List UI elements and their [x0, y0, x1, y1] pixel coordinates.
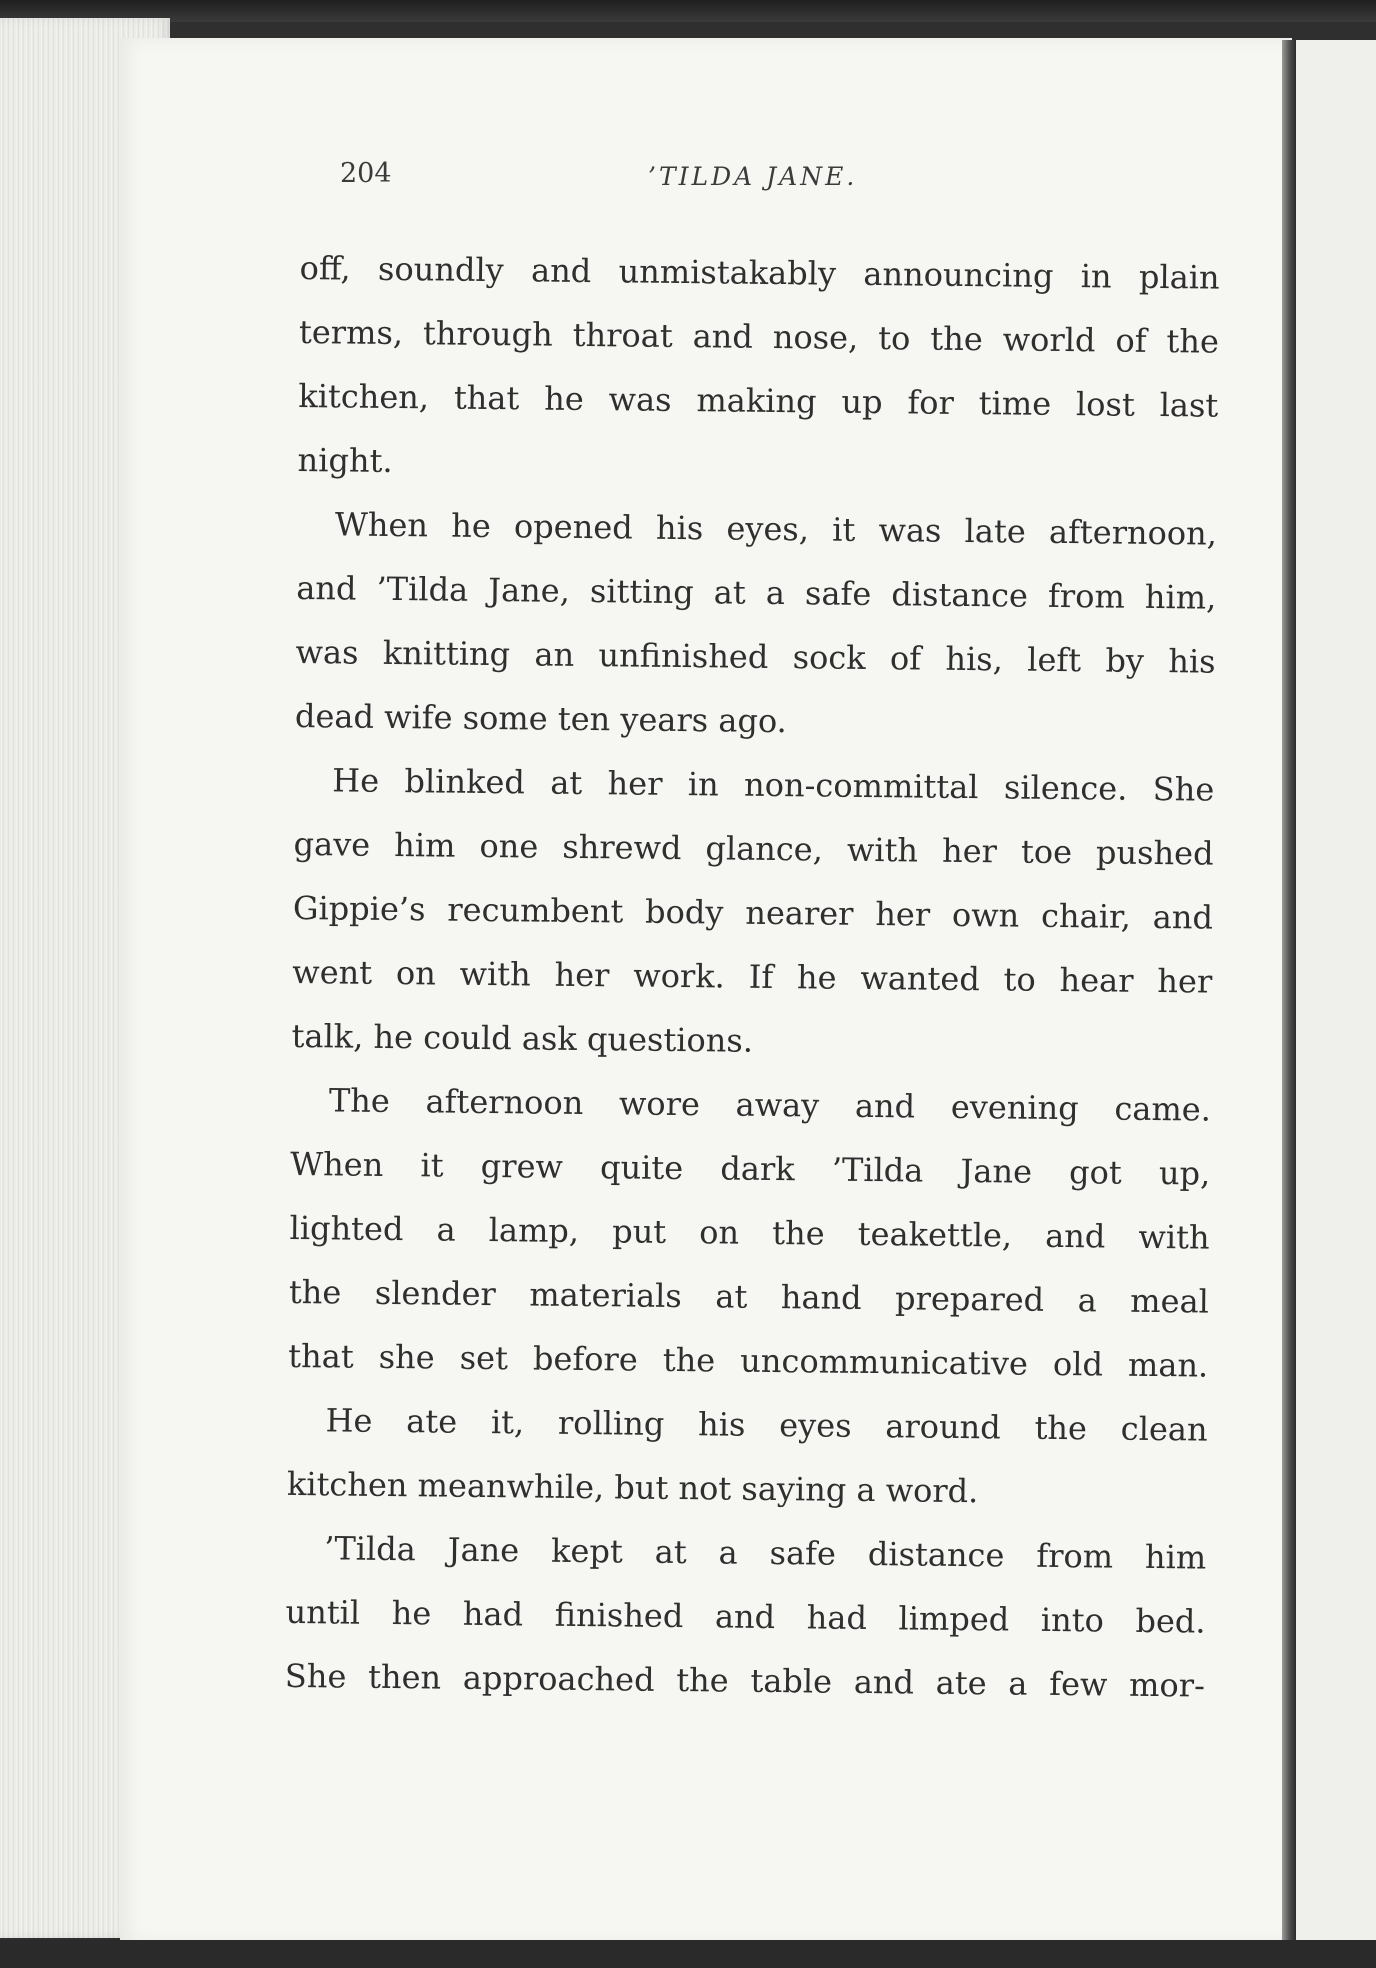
body-text: [285, 236, 1220, 1718]
paragraph-start-line: ’Tilda Jane kept at a safe distance from him: [324, 1529, 1207, 1577]
text-line: talk, he could ask questions.: [291, 1016, 754, 1060]
text-line: until he had finished and had limped into bed.: [285, 1592, 1206, 1641]
text-line: night.: [297, 440, 393, 480]
text-line: and ’Tilda Jane, sitting at a safe distance from him,: [296, 568, 1217, 617]
running-head: [340, 158, 910, 198]
paragraph-start-line: When he opened his eyes, it was late afternoon,: [334, 505, 1218, 553]
text-line: When it grew quite dark ’Tilda Jane got up,: [290, 1144, 1211, 1193]
paragraph-start-line: He blinked at her in non-committal silence. She: [332, 761, 1215, 809]
facing-page-edge: [1296, 40, 1376, 1940]
text-line: the slender materials at hand prepared a meal: [288, 1272, 1210, 1321]
text-line: off, soundly and unmistakably announcing in plain: [299, 248, 1220, 297]
scan-top-edge: [0, 0, 1376, 22]
text-line: gave him one shrewd glance, with her toe pushed: [293, 824, 1214, 873]
text-line: Gippie’s recumbent body nearer her own chair, and: [292, 888, 1214, 937]
text-line: that she set before the uncommunicative old man.: [288, 1336, 1209, 1385]
text-line: kitchen, that he was making up for time lost last: [298, 376, 1219, 425]
paragraph-start-line: The afternoon wore away and evening came.: [328, 1081, 1212, 1129]
page-number: 204: [340, 158, 392, 189]
text-line: kitchen meanwhile, but not saying a word.: [286, 1464, 979, 1511]
text-line: terms, through throat and nose, to the world of the: [298, 312, 1220, 361]
text-line: went on with her work. If he wanted to hear her: [292, 952, 1213, 1001]
text-line: was knitting an unfinished sock of his, left by his: [295, 632, 1216, 681]
scan-bottom-edge: [0, 1940, 1376, 1968]
page-binding-shadow: [1282, 40, 1296, 1940]
running-title: ’TILDA JANE.: [648, 162, 858, 191]
paragraph-start-line: He ate it, rolling his eyes around the clean: [325, 1401, 1208, 1449]
text-line: lighted a lamp, put on the teakettle, and with: [289, 1208, 1210, 1257]
text-line: dead wife some ten years ago.: [294, 696, 788, 741]
text-line: She then approached the table and ate a few mor-: [284, 1656, 1206, 1705]
